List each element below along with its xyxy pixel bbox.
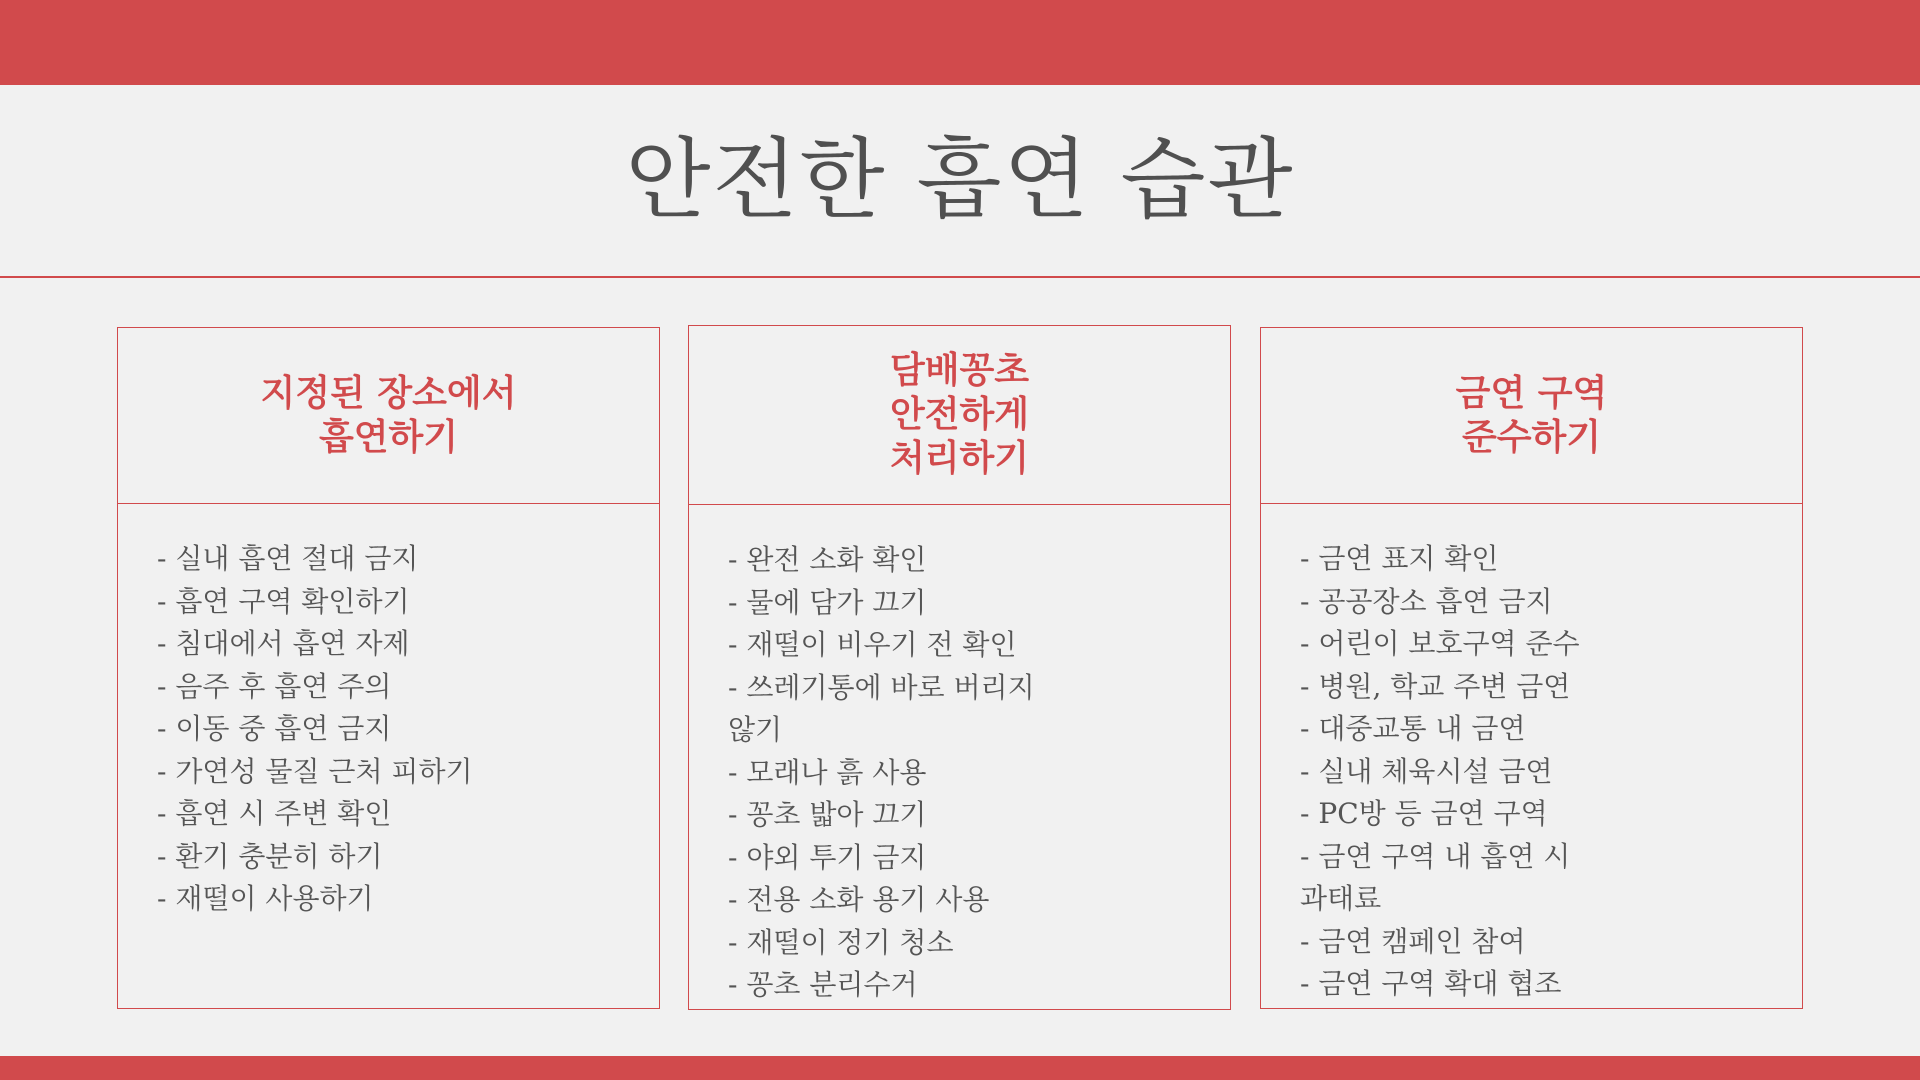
list-item: - 쓰레기통에 바로 버리지 않기 bbox=[728, 670, 1035, 746]
card-header bbox=[118, 328, 659, 504]
list-item: - 환기 충분히 하기 bbox=[157, 839, 383, 873]
card-list bbox=[728, 539, 1058, 1007]
list-item: - 금연 구역 내 흡연 시 과태료 bbox=[1300, 839, 1571, 915]
slide-title: 안전한 흡연 습관 bbox=[625, 128, 1295, 231]
card-header bbox=[689, 326, 1230, 505]
card-title: 지정된 장소에서 흡연하기 bbox=[260, 372, 517, 458]
list-item: - 금연 구역 확대 협조 bbox=[1300, 967, 1562, 1000]
title-divider bbox=[0, 276, 1920, 278]
list-item: - 실내 흡연 절대 금지 bbox=[157, 542, 419, 575]
list-item: - 재떨이 정기 청소 bbox=[728, 925, 954, 959]
list-item: - 꽁초 밟아 끄기 bbox=[728, 798, 927, 831]
list-item: - 침대에서 흡연 자제 bbox=[157, 627, 410, 660]
list-item: - 재떨이 사용하기 bbox=[157, 882, 374, 915]
card-title: 담배꽁초 안전하게 처리하기 bbox=[889, 350, 1030, 479]
top-accent-bar bbox=[0, 0, 1920, 85]
card-no-smoking-zone bbox=[1260, 327, 1803, 1009]
list-item: - 금연 캠페인 참여 bbox=[1300, 924, 1526, 958]
list-item: - 실내 체육시설 금연 bbox=[1300, 754, 1553, 788]
list-item: - 물에 담가 끄기 bbox=[728, 585, 927, 619]
list-item: - 가연성 물질 근처 피하기 bbox=[157, 754, 473, 788]
list-item: - 재떨이 비우기 전 확인 bbox=[728, 628, 1017, 661]
list-item: - 흡연 시 주변 확인 bbox=[157, 797, 392, 830]
list-item: - 공공장소 흡연 금지 bbox=[1300, 584, 1553, 618]
card-header bbox=[1261, 328, 1802, 504]
list-item: - 음주 후 흡연 주의 bbox=[157, 669, 392, 703]
list-item: - 이동 중 흡연 금지 bbox=[157, 712, 392, 745]
list-item: - 대중교통 내 금연 bbox=[1300, 712, 1526, 745]
list-item: - 꽁초 분리수거 bbox=[728, 968, 918, 1001]
list-item: - 완전 소화 확인 bbox=[728, 543, 927, 576]
bottom-accent-bar bbox=[0, 1056, 1920, 1080]
list-item: - PC방 등 금연 구역 bbox=[1300, 797, 1548, 830]
card-title: 금연 구역 준수하기 bbox=[1455, 372, 1608, 458]
card-list bbox=[157, 538, 487, 921]
list-item: - 금연 표지 확인 bbox=[1300, 542, 1499, 575]
list-item: - 모래나 흙 사용 bbox=[728, 755, 927, 789]
list-item: - 전용 소화 용기 사용 bbox=[728, 883, 990, 916]
list-item: - 야외 투기 금지 bbox=[728, 840, 927, 874]
list-item: - 어린이 보호구역 준수 bbox=[1300, 627, 1580, 660]
list-item: - 흡연 구역 확인하기 bbox=[157, 584, 410, 618]
card-butt-disposal bbox=[688, 325, 1231, 1010]
list-item: - 병원, 학교 주변 금연 bbox=[1300, 669, 1571, 703]
card-list bbox=[1300, 538, 1630, 1006]
card-designated-area bbox=[117, 327, 660, 1009]
